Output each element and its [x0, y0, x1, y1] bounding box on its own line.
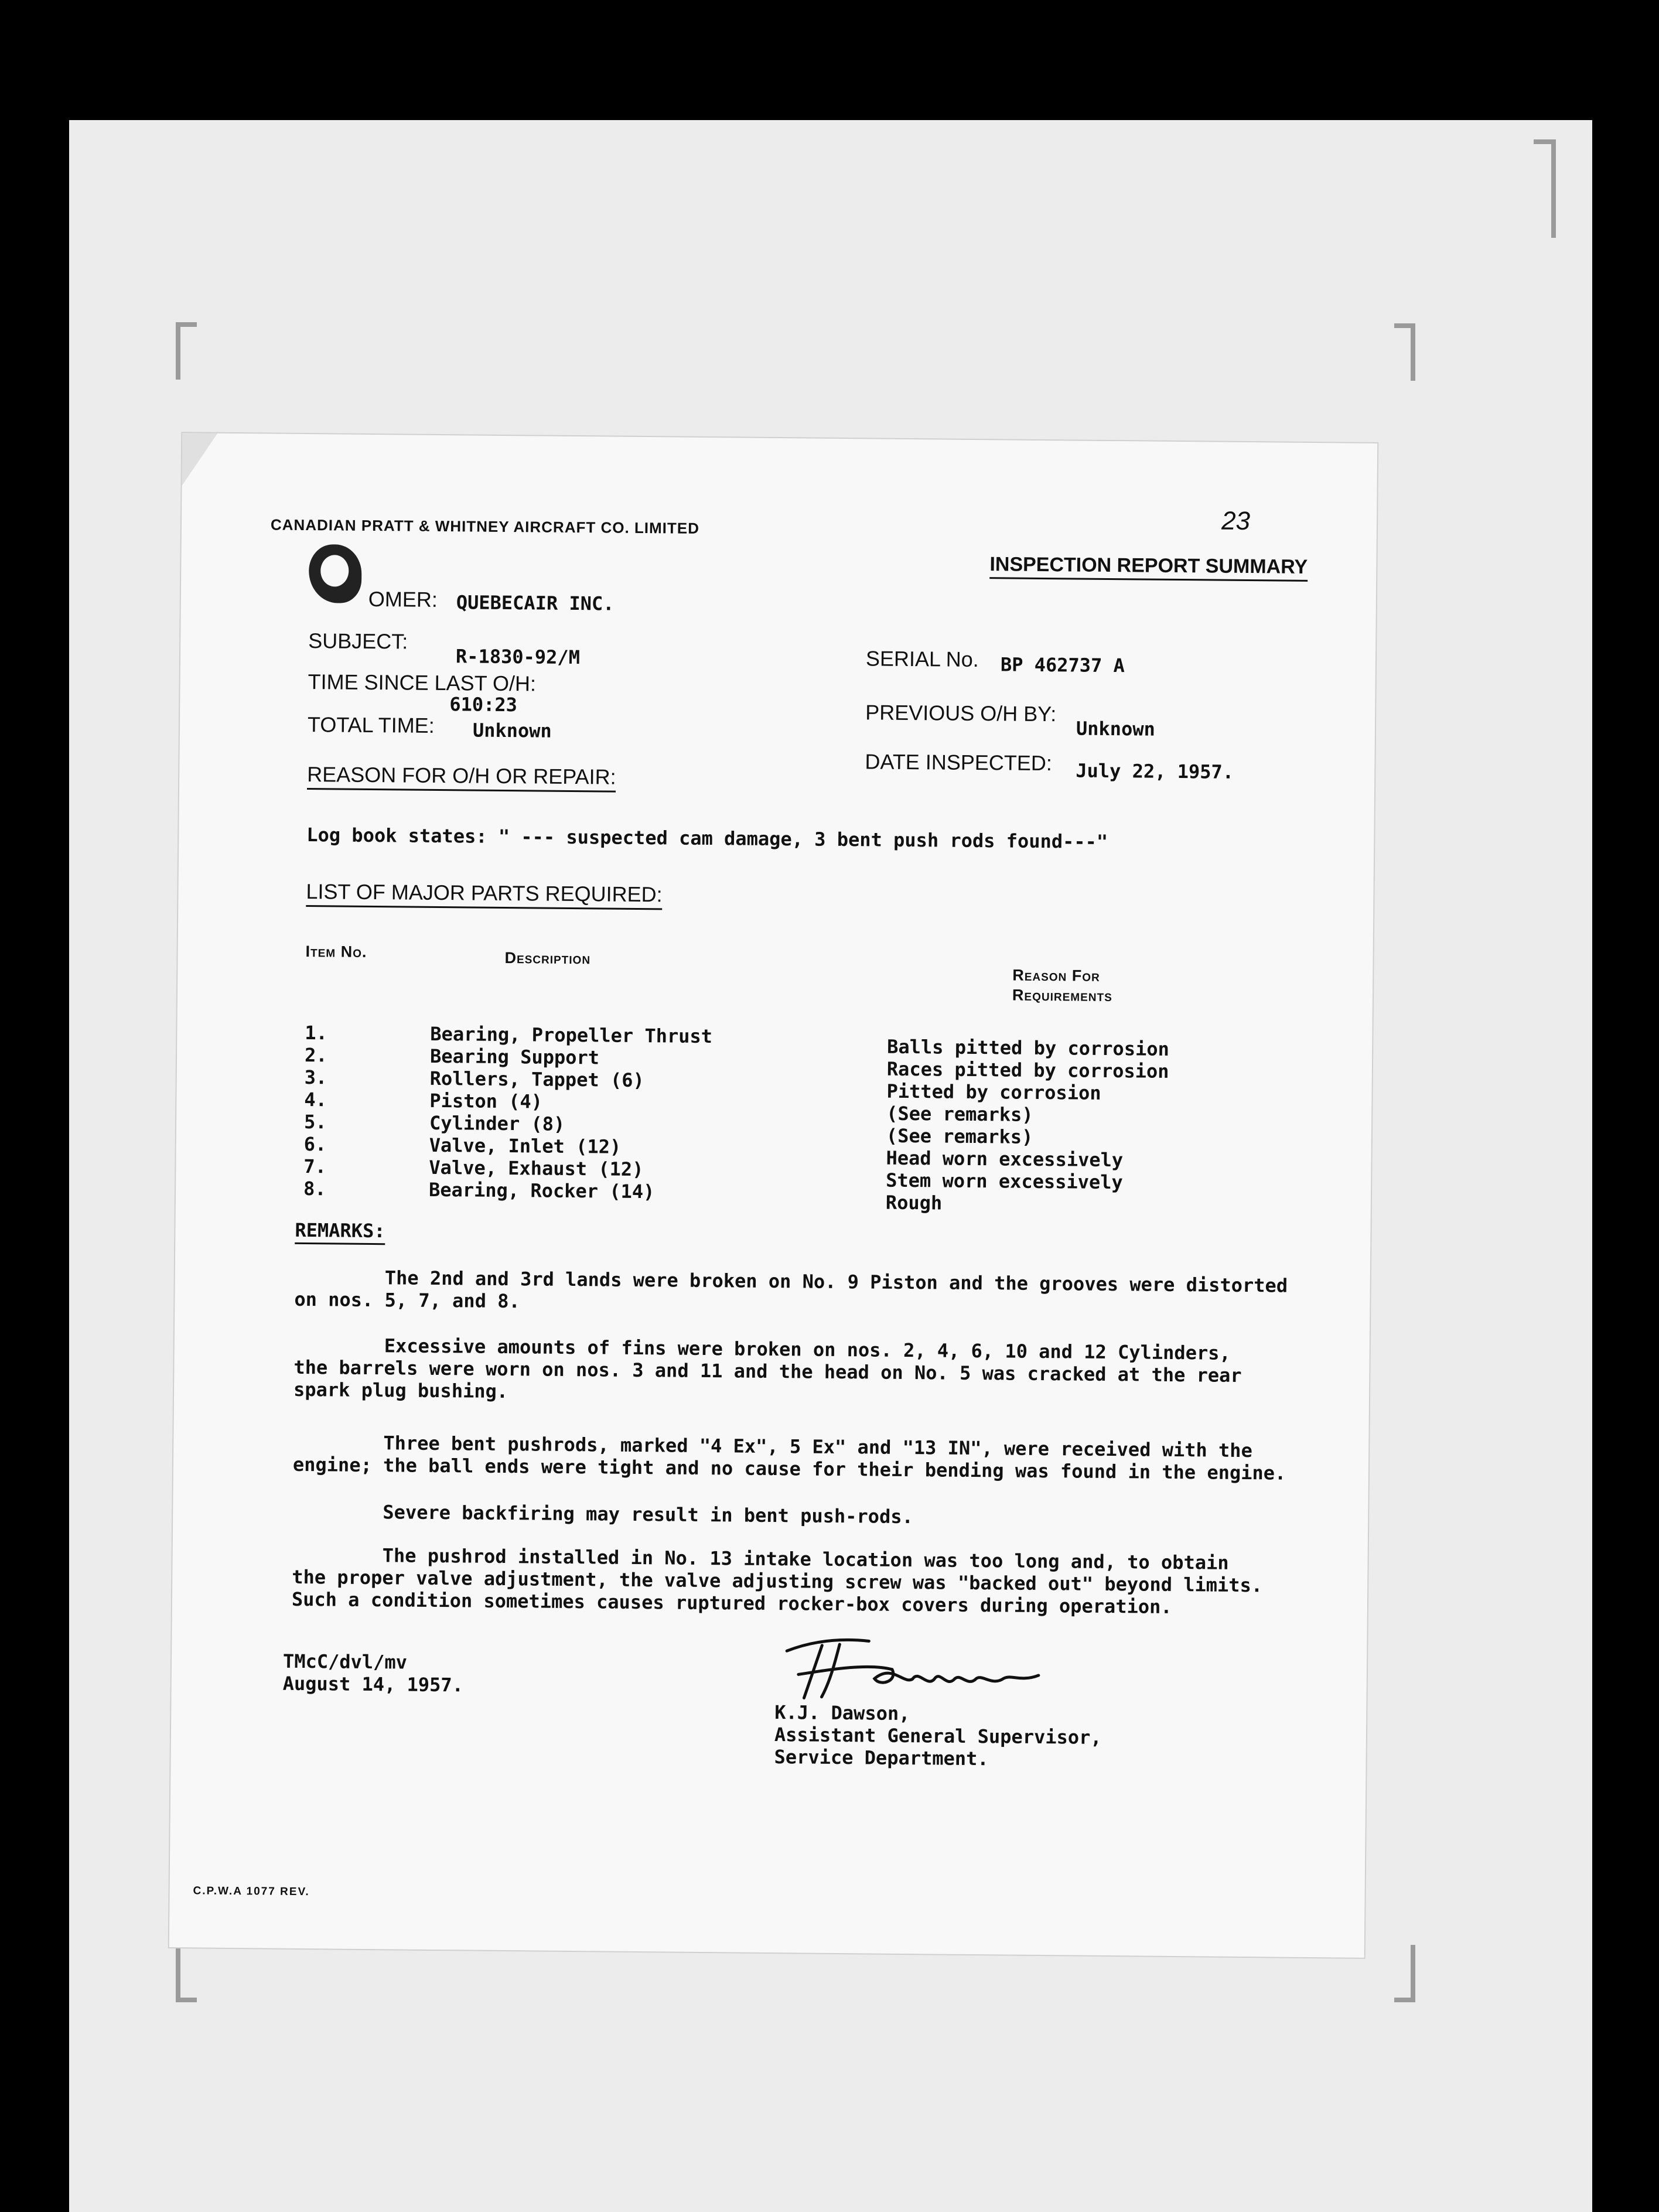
- time-since-overhaul-value: 610:23: [449, 693, 518, 716]
- remarks-paragraph-3: Three bent pushrods, marked "4 Ex", 5 Ex" and "13 IN", were received with the engine; the ball ends were tight and no cause for their bending was found in the engine.: [292, 1431, 1286, 1484]
- signature: [780, 1627, 1050, 1706]
- folded-corner: [182, 433, 218, 486]
- inspection-report-sheet: [169, 433, 1377, 1958]
- parts-heading: LIST OF MAJOR PARTS REQUIRED:: [306, 879, 662, 910]
- item-number: 6.: [303, 1133, 327, 1156]
- item-reason: (See remarks): [886, 1102, 1033, 1126]
- form-number: C.P.W.A 1077 REV.: [193, 1885, 310, 1899]
- report-title: INSPECTION REPORT SUMMARY: [989, 553, 1308, 582]
- customer-value: QUEBECAIR INC.: [456, 591, 615, 615]
- item-number: 7.: [303, 1155, 327, 1178]
- letter-date: August 14, 1957.: [282, 1672, 464, 1696]
- crop-mark-outer: [1534, 139, 1556, 238]
- reason-heading: REASON FOR O/H OR REPAIR:: [307, 762, 616, 793]
- time-since-overhaul-label: TIME SINCE LAST O/H:: [308, 670, 537, 696]
- item-description: Bearing, Rocker (14): [428, 1178, 655, 1203]
- crop-mark-top-left: [176, 322, 197, 380]
- item-number: 5.: [303, 1111, 327, 1134]
- signer-department: Service Department.: [774, 1746, 989, 1770]
- crop-mark-bottom-right: [1394, 1945, 1415, 2002]
- date-inspected-value: July 22, 1957.: [1076, 759, 1234, 783]
- date-inspected-label: DATE INSPECTED:: [865, 749, 1053, 776]
- reason-text: Log book states: " --- suspected cam damage, 3 bent push rods found---": [306, 824, 1108, 853]
- column-description: Description: [504, 948, 591, 968]
- item-reason: Head worn excessively: [886, 1146, 1124, 1172]
- item-description: Rollers, Tappet (6): [429, 1067, 644, 1092]
- column-reason-line1: Reason For: [1012, 966, 1100, 985]
- item-description: Valve, Inlet (12): [429, 1134, 622, 1158]
- remarks-paragraph-4: Severe backfiring may result in bent push-rods.: [292, 1500, 913, 1528]
- item-reason: (See remarks): [886, 1124, 1033, 1148]
- item-reason: Balls pitted by corrosion: [887, 1035, 1170, 1060]
- item-reason: Races pitted by corrosion: [886, 1057, 1169, 1083]
- ink-blot-hole: [320, 555, 349, 586]
- item-description: Valve, Exhaust (12): [429, 1156, 644, 1181]
- item-number: 8.: [303, 1177, 326, 1200]
- item-description: Piston (4): [429, 1089, 543, 1113]
- customer-label: OMER:: [368, 586, 438, 612]
- crop-mark-top-right: [1394, 323, 1415, 381]
- column-reason-line2: Requirements: [1012, 986, 1112, 1005]
- item-reason: Pitted by corrosion: [886, 1080, 1101, 1104]
- signer-name: K.J. Dawson,: [774, 1701, 910, 1725]
- remarks-paragraph-2: Excessive amounts of fins were broken on nos. 2, 4, 6, 10 and 12 Cylinders, the barrels were worn on nos. 3 and 11 and the head on No. 5 was cracked at the rear spark plug bushing.: [293, 1333, 1242, 1403]
- company-name: CANADIAN PRATT & WHITNEY AIRCRAFT CO. LIMITED: [270, 516, 700, 537]
- serial-label: SERIAL No.: [865, 646, 979, 672]
- item-number: 4.: [304, 1088, 327, 1111]
- remarks-paragraph-5: The pushrod installed in No. 13 intake location was too long and, to obtain the proper valve adjustment, the valve adjusting screw was "backed out" beyond limits. Such a condition sometimes causes ruptured rocker-box covers during operation.: [291, 1543, 1263, 1618]
- column-item-number: Item No.: [305, 943, 367, 961]
- item-reason: Rough: [885, 1191, 943, 1214]
- remarks-paragraph-1: The 2nd and 3rd lands were broken on No. 9 Piston and the grooves were distorted on nos. 5, 7, and 8.: [294, 1265, 1288, 1313]
- item-description: Bearing Support: [429, 1044, 600, 1069]
- subject-label: SUBJECT:: [308, 629, 408, 654]
- crop-mark-bottom-left: [176, 1945, 197, 2002]
- total-time-label: TOTAL TIME:: [307, 712, 435, 738]
- item-reason: Stem worn excessively: [886, 1169, 1123, 1194]
- previous-overhaul-label: PREVIOUS O/H BY:: [865, 700, 1057, 726]
- signer-title: Assistant General Supervisor,: [774, 1723, 1102, 1749]
- subject-value: R-1830-92/M: [455, 645, 581, 669]
- previous-overhaul-value: Unknown: [1076, 717, 1155, 740]
- item-number: 3.: [304, 1066, 327, 1089]
- total-time-value: Unknown: [472, 719, 552, 742]
- item-description: Cylinder (8): [429, 1111, 565, 1135]
- page-number: 23: [1221, 506, 1251, 536]
- typist-initials: TMcC/dvl/mv: [282, 1650, 408, 1674]
- item-description: Bearing, Propeller Thrust: [430, 1022, 713, 1048]
- serial-value: BP 462737 A: [1000, 653, 1125, 677]
- remarks-heading: REMARKS:: [295, 1219, 385, 1245]
- item-number: 1.: [305, 1022, 328, 1044]
- item-number: 2.: [304, 1044, 327, 1067]
